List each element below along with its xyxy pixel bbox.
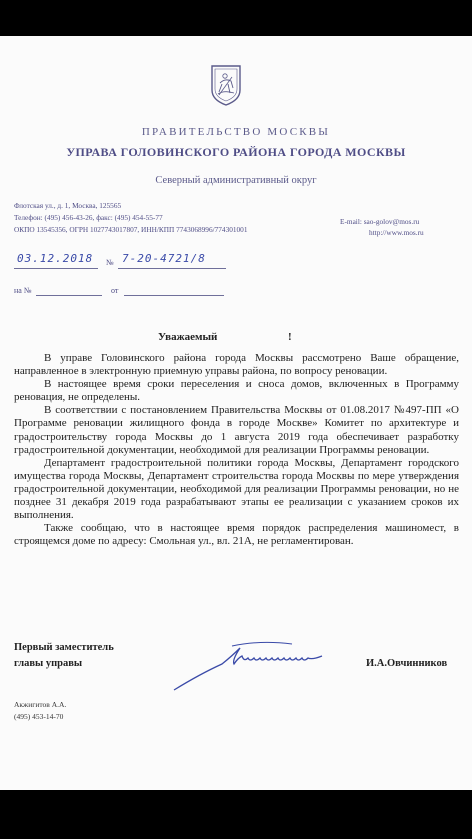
salutation-mark: ! [288,331,292,343]
salutation: Уважаемый [158,331,218,343]
reference-date-line [124,295,224,296]
moscow-coat-of-arms-icon [210,64,242,106]
letter-body [14,352,459,548]
letter-paragraph: Также сообщаю, что в настоящее время порядок распределения машиномест, в строящемся доме по адресу: Смольная ул., вл. 21А, не регламентирован. [14,522,459,548]
letter-paragraph: В соответствии с постановлением Правительства Москвы от 01.08.2017 №497-ПП «О Программе реновации жилищного фонда в городе Москве» Комитет по архитектуре и градостроительству города Москвы до 1 августа 2019 года обеспечивает разработку градостроительной документации, необходимой для реализации Программы реновации. [14,404,459,456]
letter-paragraph: В настоящее время сроки переселения и сноса домов, включенных в Программу реновация, не определены. [14,378,459,404]
executor-name: Акжигитов А.А. [14,700,67,709]
government-title: ПРАВИТЕЛЬСТВО МОСКВЫ [141,126,331,138]
signer-position-line1: Первый заместитель [14,642,114,653]
letter-paragraph: Департамент градостроительной политики города Москвы, Департамент городского имущества города Москвы, Департамент строительства города Москвы по мере утверждения градостроительной документации, необходимой для реализации Программы реновации, но не позднее 31 декабря 2019 года разрабатывают этапы ее реализации с указанием сроков их выполнения. [14,456,459,522]
letter-paragraph: В управе Головинского района города Москвы рассмотрено Ваше обращение, направленное в электронную приемную управы района, по вопросу реновации. [14,352,459,378]
org-phone: Телефон: (495) 456-43-26, факс: (495) 454-55-77 [14,213,163,222]
reference-from-label: от [111,286,119,295]
signer-position-line2: главы управы [14,658,83,669]
reference-number-line [36,295,102,296]
org-email: E-mail: sao-golov@mos.ru [340,217,420,226]
outgoing-number: 7-20-4721/8 [122,252,206,265]
date-underline [14,268,98,269]
signer-name: И.А.Овчинников [366,658,448,669]
number-underline [118,268,226,269]
district-name: Северный административный округ [155,175,317,186]
outgoing-number-label: № [106,258,114,267]
outgoing-date: 03.12.2018 [17,252,94,265]
organization-name: УПРАВА ГОЛОВИНСКОГО РАЙОНА ГОРОДА МОСКВЫ [66,145,406,159]
executor-phone: (495) 453-14-70 [14,712,64,721]
reference-label: на № [14,286,32,295]
org-codes: ОКПО 13545356, ОГРН 1027743017807, ИНН/КПП 7743068996/774301001 [14,225,248,234]
letter-page [0,36,472,790]
org-website: http://www.mos.ru [369,228,424,237]
org-address: Флотская ул., д. 1, Москва, 125565 [14,201,122,210]
handwritten-signature [170,634,355,694]
